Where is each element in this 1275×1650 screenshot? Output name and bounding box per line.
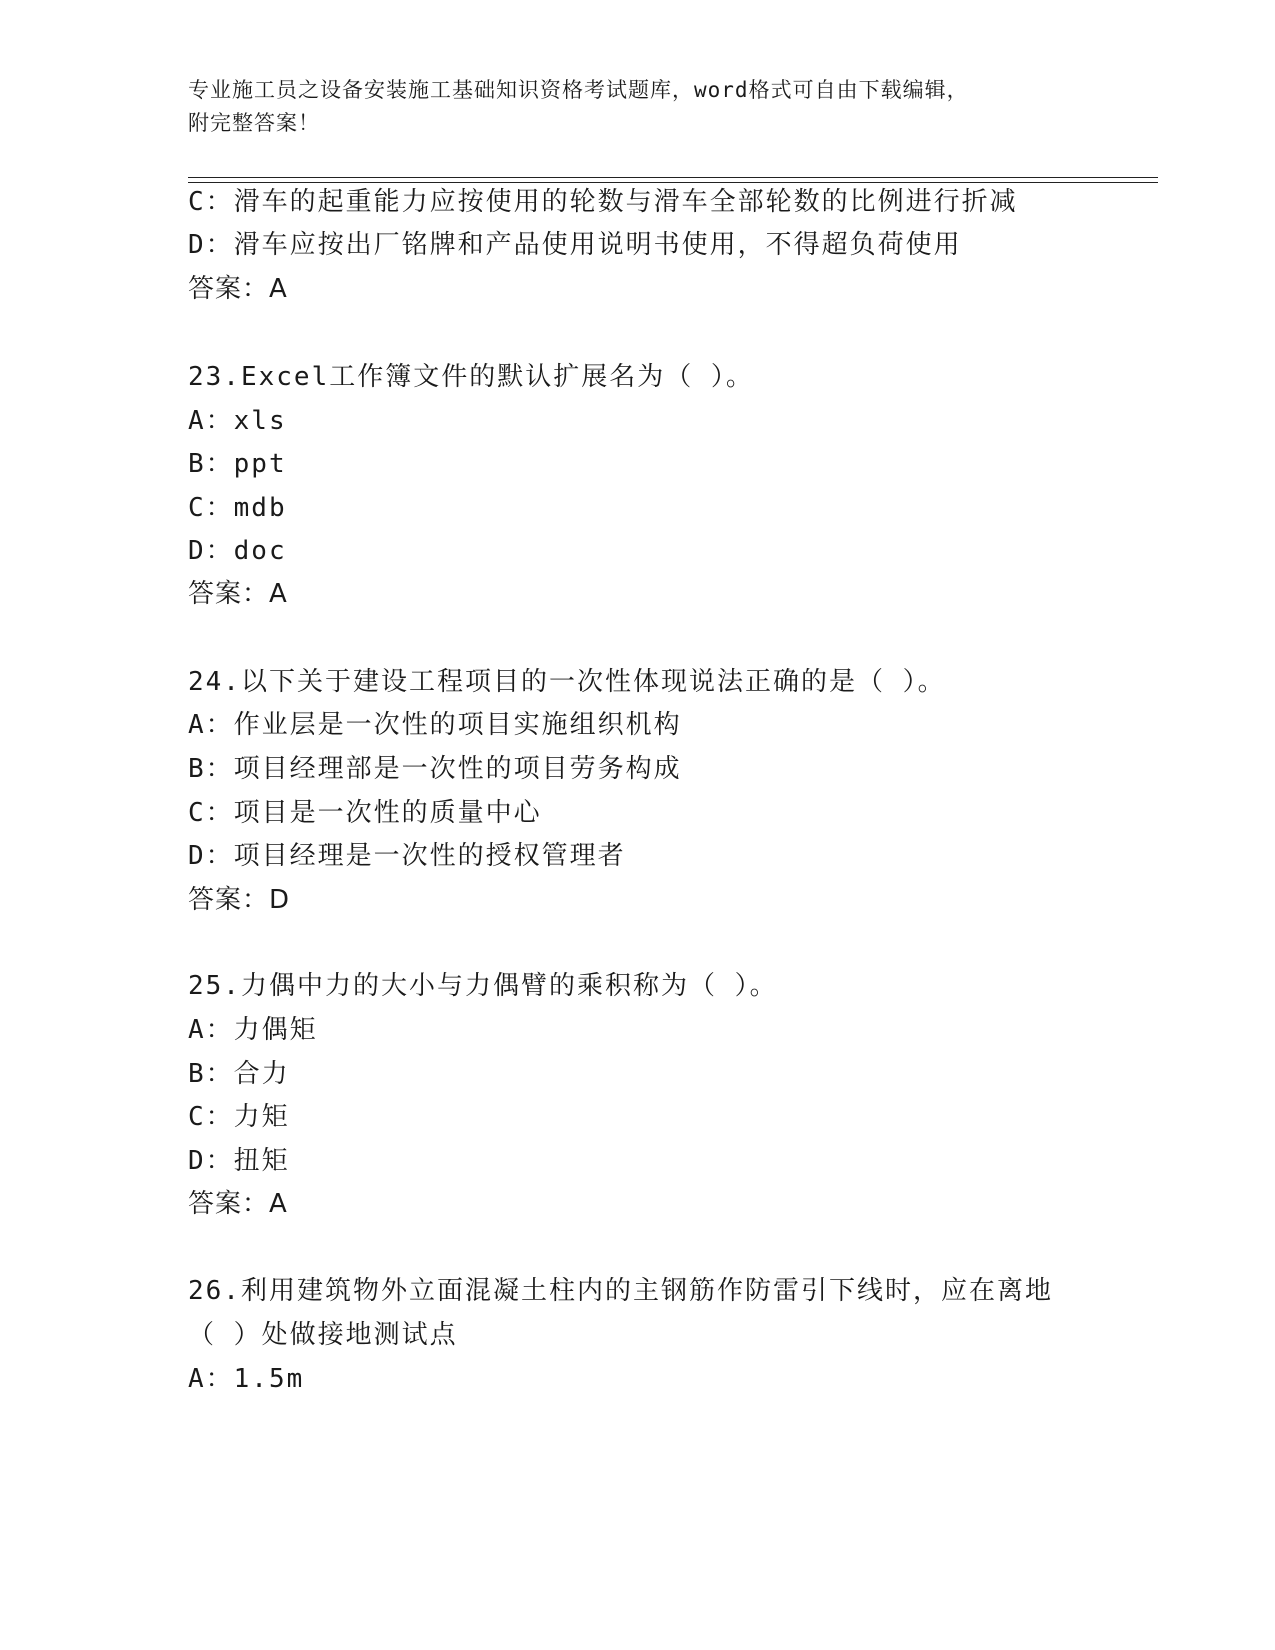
q25-option-d: D：扭矩: [188, 1146, 290, 1176]
q26-stem-line-1: 26.利用建筑物外立面混凝土柱内的主钢筋作防雷引下线时，应在离地: [188, 1276, 1053, 1306]
header-divider-bottom: [188, 182, 1158, 183]
q23-option-c: C：mdb: [188, 493, 287, 523]
q23-option-b: B：ppt: [188, 449, 287, 479]
q24-answer: 答案：D: [188, 885, 291, 915]
q23-answer: 答案：A: [188, 579, 288, 609]
header-line-2: 附完整答案！: [188, 111, 320, 135]
q25-answer: 答案：A: [188, 1189, 288, 1219]
q26-stem-line-2: （ ）处做接地测试点: [188, 1320, 458, 1350]
prev-option-d: D：滑车应按出厂铭牌和产品使用说明书使用，不得超负荷使用: [188, 230, 962, 260]
q25-option-c: C：力矩: [188, 1102, 290, 1132]
document-header: [188, 74, 1068, 140]
q24-option-c: C：项目是一次性的质量中心: [188, 798, 542, 828]
prev-option-c: C：滑车的起重能力应按使用的轮数与滑车全部轮数的比例进行折减: [188, 187, 1018, 217]
q25-option-b: B：合力: [188, 1059, 290, 1089]
q24-option-a: A：作业层是一次性的项目实施组织机构: [188, 710, 682, 740]
header-line-1: 专业施工员之设备安装施工基础知识资格考试题库，word格式可自由下载编辑，: [188, 78, 969, 102]
header-divider-top: [188, 177, 1158, 178]
q23-option-d: D：doc: [188, 536, 287, 566]
q25-option-a: A：力偶矩: [188, 1015, 318, 1045]
q25-stem: 25.力偶中力的大小与力偶臂的乘积称为（ ）。: [188, 971, 778, 1001]
q24-option-d: D：项目经理是一次性的授权管理者: [188, 841, 626, 871]
prev-answer: 答案：A: [188, 274, 288, 304]
q24-stem: 24.以下关于建设工程项目的一次性体现说法正确的是（ ）。: [188, 667, 946, 697]
q23-stem: 23.Excel工作簿文件的默认扩展名为（ ）。: [188, 362, 754, 392]
q26-option-a: A：1.5m: [188, 1364, 305, 1394]
q24-option-b: B：项目经理部是一次性的项目劳务构成: [188, 754, 682, 784]
q23-option-a: A：xls: [188, 406, 287, 436]
